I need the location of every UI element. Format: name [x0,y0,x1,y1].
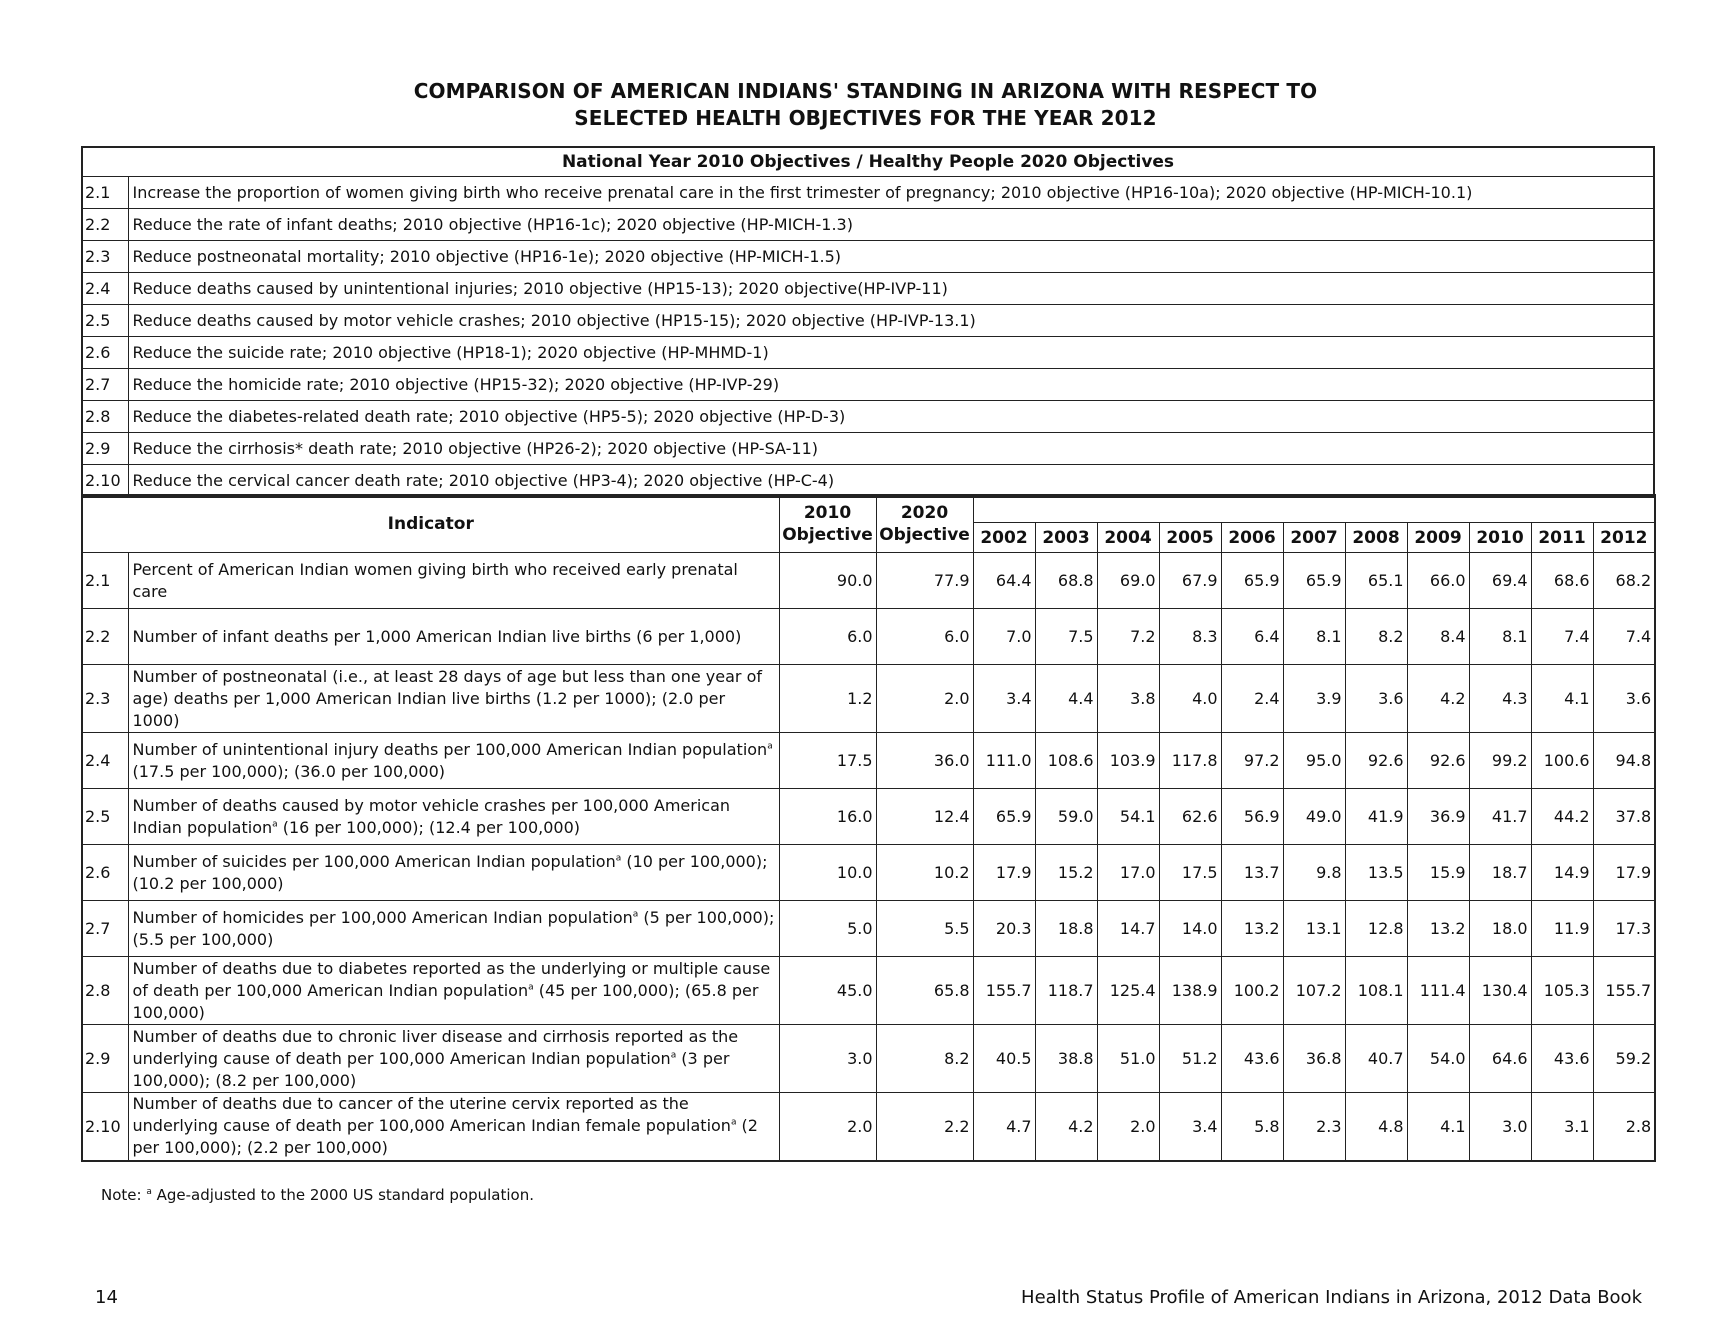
objective-row [82,209,1654,241]
indicator-description [128,609,779,665]
indicator-target-text: (16 per 100,000); (12.4 per 100,000) [277,817,580,837]
indicator-code: 2.4 [82,733,128,789]
year-value-2009: 15.9 [1407,845,1469,901]
year-value-2003: 108.6 [1035,733,1097,789]
indicator-superscript: a [272,819,278,830]
indicator-code: 2.2 [82,609,128,665]
objective-2020-value: 10.2 [876,845,973,901]
year-value-2003: 18.8 [1035,901,1097,957]
year-value-2005: 4.0 [1159,665,1221,733]
year-header-2003: 2003 [1035,523,1097,553]
year-value-2011: 100.6 [1531,733,1593,789]
year-value-2010: 99.2 [1469,733,1531,789]
objective-2020-value: 2.2 [876,1093,973,1161]
year-value-2012: 7.4 [1593,609,1655,665]
indicator-target-text: (5 per 100,000); (5.5 per 100,000) [132,907,775,949]
page-title [0,78,1731,132]
year-header-2008: 2008 [1345,523,1407,553]
year-value-2011: 14.9 [1531,845,1593,901]
footnote-text: Age-adjusted to the 2000 US standard population. [151,1186,534,1204]
year-value-2007: 107.2 [1283,957,1345,1025]
objectives-table [81,146,1655,498]
year-value-2003: 4.4 [1035,665,1097,733]
indicator-row [82,1093,1655,1161]
year-header-2009: 2009 [1407,523,1469,553]
objective-code: 2.3 [82,241,128,273]
year-header-2002: 2002 [973,523,1035,553]
year-value-2004: 2.0 [1097,1093,1159,1161]
year-value-2002: 4.7 [973,1093,1035,1161]
year-value-2008: 13.5 [1345,845,1407,901]
indicator-description [128,789,779,845]
objective-2010-value: 10.0 [779,845,876,901]
year-value-2009: 4.2 [1407,665,1469,733]
objective-2020-value: 5.5 [876,901,973,957]
year-value-2012: 17.9 [1593,845,1655,901]
objective-code: 2.6 [82,337,128,369]
indicator-target-text: (3 per 100,000); (8.2 per 100,000) [132,1048,730,1090]
objective-row [82,273,1654,305]
objective-2010-value: 5.0 [779,901,876,957]
objective-row [82,241,1654,273]
indicator-text: Number of deaths caused by motor vehicle crashes per 100,000 American Indian population [132,795,731,837]
indicator-target-text: (45 per 100,000); (65.8 per 100,000) [132,980,759,1022]
indicator-row [82,609,1655,665]
objective-row [82,177,1654,209]
year-value-2011: 44.2 [1531,789,1593,845]
year-header-2005: 2005 [1159,523,1221,553]
indicator-column-header: Indicator [82,495,779,553]
year-value-2010: 69.4 [1469,553,1531,609]
year-value-2011: 3.1 [1531,1093,1593,1161]
footer-title: Health Status Profile of American Indians in Arizona, 2012 Data Book [1021,1287,1642,1308]
year-value-2004: 69.0 [1097,553,1159,609]
year-value-2012: 17.3 [1593,901,1655,957]
indicator-text: Number of deaths due to diabetes reported as the underlying or multiple cause of death per 100,000 American Indian population [132,958,771,1000]
indicators-header-row [82,495,1655,523]
objectives-header: National Year 2010 Objectives / Healthy People 2020 Objectives [82,147,1654,177]
year-value-2008: 4.8 [1345,1093,1407,1161]
indicator-code: 2.8 [82,957,128,1025]
objective-code: 2.1 [82,177,128,209]
year-value-2011: 43.6 [1531,1025,1593,1093]
year-value-2002: 64.4 [973,553,1035,609]
year-value-2011: 68.6 [1531,553,1593,609]
year-value-2011: 7.4 [1531,609,1593,665]
objective-2020-value: 2.0 [876,665,973,733]
objective-2010-value: 1.2 [779,665,876,733]
indicator-row [82,665,1655,733]
objective-code: 2.4 [82,273,128,305]
indicator-text: Number of postneonatal (i.e., at least 28 days of age but less than one year of age) deaths per 1,000 American Indian live births (1.2 per 1000); (2.0 per 1000) [132,666,762,730]
indicator-row [82,789,1655,845]
year-value-2011: 105.3 [1531,957,1593,1025]
page-title-line-1: COMPARISON OF AMERICAN INDIANS' STANDING IN ARIZONA WITH RESPECT TO [413,79,1318,103]
year-value-2007: 36.8 [1283,1025,1345,1093]
year-value-2005: 14.0 [1159,901,1221,957]
year-value-2006: 13.2 [1221,901,1283,957]
objective-2020-year: 2020 [900,503,949,523]
indicator-description [128,901,779,957]
year-value-2012: 37.8 [1593,789,1655,845]
year-value-2005: 117.8 [1159,733,1221,789]
year-value-2004: 3.8 [1097,665,1159,733]
indicator-description [128,733,779,789]
indicator-text: Number of suicides per 100,000 American Indian population [132,851,616,871]
indicator-row [82,957,1655,1025]
indicator-superscript: a [730,1117,737,1128]
objective-row [82,369,1654,401]
indicator-target-text: (10 per 100,000); (10.2 per 100,000) [132,851,768,893]
year-value-2009: 8.4 [1407,609,1469,665]
year-value-2008: 8.2 [1345,609,1407,665]
indicator-target-text: (17.5 per 100,000); (36.0 per 100,000) [132,761,446,781]
year-value-2010: 18.0 [1469,901,1531,957]
year-value-2007: 65.9 [1283,553,1345,609]
year-value-2004: 7.2 [1097,609,1159,665]
year-value-2010: 41.7 [1469,789,1531,845]
objective-text: Reduce postneonatal mortality; 2010 objective (HP16-1e); 2020 objective (HP-MICH-1.5) [128,241,1654,273]
year-value-2005: 8.3 [1159,609,1221,665]
year-value-2002: 155.7 [973,957,1035,1025]
indicator-description [128,1093,779,1161]
indicator-code: 2.6 [82,845,128,901]
year-value-2007: 13.1 [1283,901,1345,957]
year-value-2002: 3.4 [973,665,1035,733]
year-value-2006: 5.8 [1221,1093,1283,1161]
objective-2020-value: 36.0 [876,733,973,789]
objective-text: Reduce the suicide rate; 2010 objective (HP18-1); 2020 objective (HP-MHMD-1) [128,337,1654,369]
year-header-2012: 2012 [1593,523,1655,553]
year-value-2010: 3.0 [1469,1093,1531,1161]
year-group-header-spacer [973,495,1655,523]
year-value-2012: 68.2 [1593,553,1655,609]
year-value-2003: 7.5 [1035,609,1097,665]
indicator-superscript: a [528,982,534,993]
objectives-header-row [82,147,1654,177]
year-value-2002: 17.9 [973,845,1035,901]
indicator-row [82,845,1655,901]
objective-2020-value: 6.0 [876,609,973,665]
year-value-2004: 54.1 [1097,789,1159,845]
objective-text: Reduce the homicide rate; 2010 objective (HP15-32); 2020 objective (HP-IVP-29) [128,369,1654,401]
year-value-2002: 111.0 [973,733,1035,789]
footnote-superscript: a [146,1187,152,1197]
objective-row [82,337,1654,369]
year-value-2003: 38.8 [1035,1025,1097,1093]
year-value-2008: 65.1 [1345,553,1407,609]
objective-text: Reduce deaths caused by unintentional injuries; 2010 objective (HP15-13); 2020 objective(HP-IVP-11) [128,273,1654,305]
year-value-2002: 7.0 [973,609,1035,665]
indicator-row [82,1025,1655,1093]
year-value-2005: 17.5 [1159,845,1221,901]
year-value-2009: 13.2 [1407,901,1469,957]
year-value-2008: 92.6 [1345,733,1407,789]
year-header-2007: 2007 [1283,523,1345,553]
indicator-description [128,665,779,733]
year-value-2008: 41.9 [1345,789,1407,845]
year-header-2011: 2011 [1531,523,1593,553]
indicator-row [82,733,1655,789]
indicator-text: Number of deaths due to chronic liver disease and cirrhosis reported as the underlying cause of death per 100,000 American Indian population [132,1026,739,1068]
indicator-text: Number of infant deaths per 1,000 American Indian live births (6 per 1,000) [132,626,742,646]
year-value-2009: 92.6 [1407,733,1469,789]
year-value-2007: 9.8 [1283,845,1345,901]
indicator-code: 2.1 [82,553,128,609]
objective-text: Increase the proportion of women giving birth who receive prenatal care in the first trimester of pregnancy; 2010 objective (HP16-10a); 2020 objective (HP-MICH-10.1) [128,177,1654,209]
page-title-line-2: SELECTED HEALTH OBJECTIVES FOR THE YEAR 2012 [574,106,1157,130]
year-value-2006: 2.4 [1221,665,1283,733]
objective-2020-label: Objective [879,525,970,545]
objective-text: Reduce the diabetes-related death rate; 2010 objective (HP5-5); 2020 objective (HP-D-3) [128,401,1654,433]
year-value-2003: 59.0 [1035,789,1097,845]
year-value-2006: 13.7 [1221,845,1283,901]
year-value-2008: 3.6 [1345,665,1407,733]
year-value-2009: 111.4 [1407,957,1469,1025]
objective-2020-value: 8.2 [876,1025,973,1093]
indicator-superscript: a [767,741,773,752]
indicator-description [128,553,779,609]
year-value-2003: 4.2 [1035,1093,1097,1161]
objective-2020-value: 65.8 [876,957,973,1025]
objective-code: 2.9 [82,433,128,465]
year-value-2007: 49.0 [1283,789,1345,845]
indicator-superscript: a [632,909,639,920]
year-value-2006: 100.2 [1221,957,1283,1025]
year-value-2005: 67.9 [1159,553,1221,609]
year-value-2008: 40.7 [1345,1025,1407,1093]
objective-code: 2.5 [82,305,128,337]
indicators-table [81,494,1656,1162]
year-value-2007: 3.9 [1283,665,1345,733]
year-value-2009: 66.0 [1407,553,1469,609]
year-value-2010: 4.3 [1469,665,1531,733]
objective-2010-value: 2.0 [779,1093,876,1161]
objective-text: Reduce the cervical cancer death rate; 2010 objective (HP3-4); 2020 objective (HP-C-4) [128,465,1654,498]
year-value-2006: 65.9 [1221,553,1283,609]
year-header-2006: 2006 [1221,523,1283,553]
indicator-description [128,1025,779,1093]
year-header-2004: 2004 [1097,523,1159,553]
year-value-2011: 11.9 [1531,901,1593,957]
year-value-2006: 6.4 [1221,609,1283,665]
objective-2020-header [876,495,973,553]
objective-code: 2.2 [82,209,128,241]
indicator-row [82,901,1655,957]
objective-2020-value: 77.9 [876,553,973,609]
year-value-2009: 4.1 [1407,1093,1469,1161]
objective-row [82,401,1654,433]
year-value-2004: 14.7 [1097,901,1159,957]
indicator-text: Percent of American Indian women giving birth who received early prenatal care [132,559,738,601]
year-value-2006: 43.6 [1221,1025,1283,1093]
year-value-2003: 118.7 [1035,957,1097,1025]
year-value-2009: 36.9 [1407,789,1469,845]
indicator-superscript: a [670,1050,677,1061]
year-value-2004: 125.4 [1097,957,1159,1025]
indicator-text: Number of unintentional injury deaths per 100,000 American Indian population [132,739,768,759]
indicator-code: 2.5 [82,789,128,845]
objective-2010-value: 3.0 [779,1025,876,1093]
footnote-prefix: Note: [101,1186,147,1204]
year-value-2008: 108.1 [1345,957,1407,1025]
year-header-2010: 2010 [1469,523,1531,553]
year-value-2002: 65.9 [973,789,1035,845]
year-value-2007: 8.1 [1283,609,1345,665]
year-value-2003: 15.2 [1035,845,1097,901]
objective-text: Reduce the cirrhosis* death rate; 2010 objective (HP26-2); 2020 objective (HP-SA-11) [128,433,1654,465]
year-value-2004: 103.9 [1097,733,1159,789]
objective-2010-year: 2010 [803,503,852,523]
objective-2010-value: 16.0 [779,789,876,845]
year-value-2005: 138.9 [1159,957,1221,1025]
objectives-body [82,177,1654,498]
year-value-2010: 130.4 [1469,957,1531,1025]
year-value-2012: 94.8 [1593,733,1655,789]
indicator-description [128,957,779,1025]
objective-code: 2.8 [82,401,128,433]
year-value-2002: 20.3 [973,901,1035,957]
year-value-2005: 62.6 [1159,789,1221,845]
objective-text: Reduce deaths caused by motor vehicle crashes; 2010 objective (HP15-15); 2020 objective (HP-IVP-13.1) [128,305,1654,337]
year-value-2007: 2.3 [1283,1093,1345,1161]
year-value-2012: 155.7 [1593,957,1655,1025]
objective-text: Reduce the rate of infant deaths; 2010 objective (HP16-1c); 2020 objective (HP-MICH-1.3) [128,209,1654,241]
indicator-text: Number of homicides per 100,000 American Indian population [132,907,633,927]
indicator-code: 2.3 [82,665,128,733]
year-value-2012: 59.2 [1593,1025,1655,1093]
objective-row [82,433,1654,465]
year-value-2003: 68.8 [1035,553,1097,609]
footnote [101,1186,534,1204]
year-value-2006: 56.9 [1221,789,1283,845]
objective-2010-value: 90.0 [779,553,876,609]
objective-row [82,305,1654,337]
year-value-2005: 51.2 [1159,1025,1221,1093]
objective-2010-value: 45.0 [779,957,876,1025]
year-value-2008: 12.8 [1345,901,1407,957]
indicator-code: 2.9 [82,1025,128,1093]
page-number: 14 [95,1287,118,1308]
indicator-text: Number of deaths due to cancer of the uterine cervix reported as the underlying cause of death per 100,000 American Indian female population [132,1094,731,1136]
objective-2010-label: Objective [782,525,873,545]
objective-2010-value: 6.0 [779,609,876,665]
indicator-row [82,553,1655,609]
year-value-2011: 4.1 [1531,665,1593,733]
objective-code: 2.7 [82,369,128,401]
indicator-target-text: (2 per 100,000); (2.2 per 100,000) [132,1116,758,1158]
year-value-2009: 54.0 [1407,1025,1469,1093]
year-value-2010: 18.7 [1469,845,1531,901]
year-value-2012: 3.6 [1593,665,1655,733]
year-value-2010: 8.1 [1469,609,1531,665]
year-value-2006: 97.2 [1221,733,1283,789]
objective-row [82,465,1654,498]
year-value-2012: 2.8 [1593,1093,1655,1161]
year-value-2010: 64.6 [1469,1025,1531,1093]
year-value-2004: 17.0 [1097,845,1159,901]
objective-code: 2.10 [82,465,128,498]
indicator-code: 2.10 [82,1093,128,1161]
year-value-2004: 51.0 [1097,1025,1159,1093]
objective-2010-header [779,495,876,553]
year-value-2007: 95.0 [1283,733,1345,789]
year-value-2005: 3.4 [1159,1093,1221,1161]
objective-2020-value: 12.4 [876,789,973,845]
indicator-code: 2.7 [82,901,128,957]
year-value-2002: 40.5 [973,1025,1035,1093]
indicator-description [128,845,779,901]
objective-2010-value: 17.5 [779,733,876,789]
indicators-body [82,553,1655,1161]
indicator-superscript: a [615,853,622,864]
